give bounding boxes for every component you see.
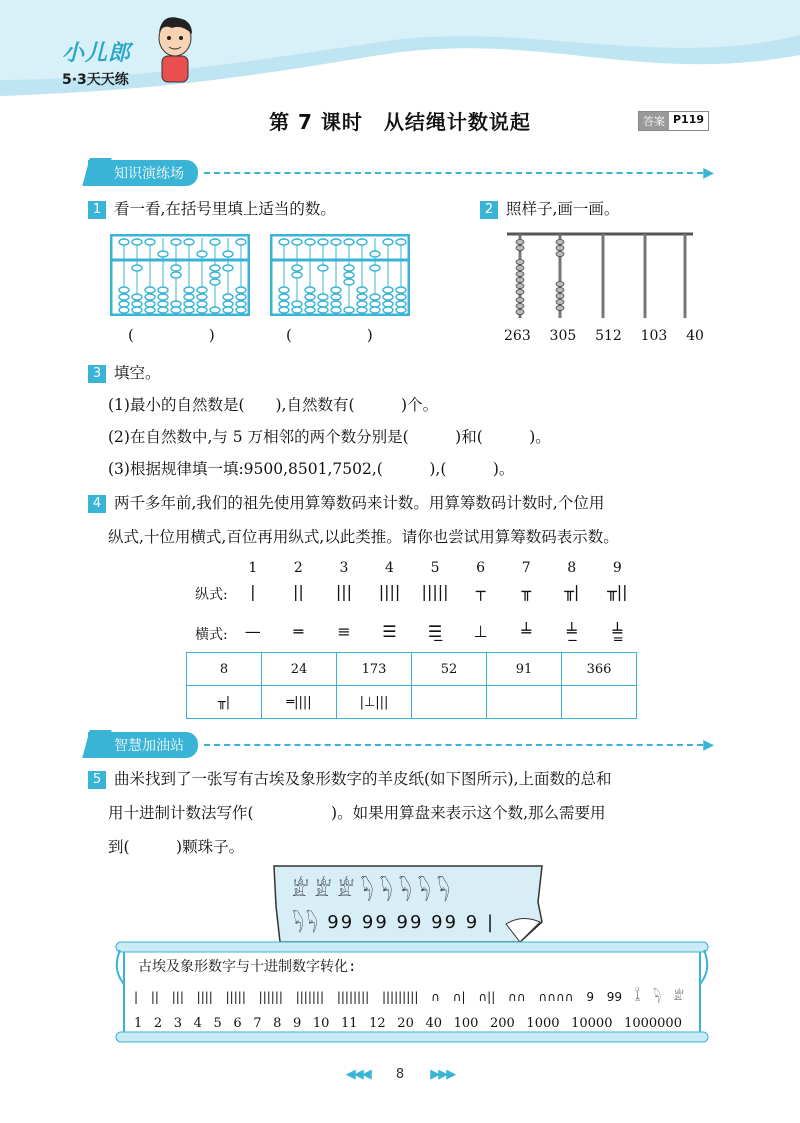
table-cell: |⊥|||: [337, 686, 412, 719]
answer-cell[interactable]: [412, 686, 487, 719]
parchment-row-2: 𓆐𓆐 99 99 99 99 9 |: [292, 912, 496, 933]
digit-header-row: [230, 560, 640, 576]
hieroglyph-symbol: 99: [606, 990, 623, 1004]
section-divider: [204, 744, 703, 746]
section-header-practice: [88, 160, 714, 186]
rod-value: 103: [640, 328, 668, 344]
abacus-left: [110, 234, 250, 316]
hieroglyph-value: 2: [153, 1016, 163, 1031]
answer-blank-left[interactable]: ( ): [128, 326, 215, 344]
answer-blank-right[interactable]: ( ): [286, 326, 373, 344]
rod-symbol: ☰̲: [427, 622, 443, 641]
hieroglyph-symbol: 𓆼: [634, 989, 641, 1003]
hieroglyph-value: 7: [253, 1016, 262, 1031]
table-cell: 8: [187, 653, 262, 686]
parchment-row-1: 𓁨𓁨𓁨𓆐𓆐𓆐𓆐𓆐: [292, 877, 456, 901]
hieroglyph-symbol: ∩||: [478, 990, 496, 1004]
table-cell: 24: [262, 653, 337, 686]
rod-symbol: |: [250, 582, 256, 601]
rod-symbol: ═: [293, 622, 304, 641]
brand-name: 小儿郎: [62, 41, 132, 66]
rod-symbol: ||||: [378, 582, 401, 601]
hieroglyph-symbol: ||||: [196, 990, 213, 1004]
digit: 7: [521, 560, 531, 576]
prev-arrows-icon: ◀◀◀: [345, 1067, 370, 1082]
hieroglyph-symbol: ∩∩: [508, 990, 526, 1004]
hieroglyph-symbol: ||||||||: [336, 990, 370, 1004]
table-row: [187, 653, 637, 686]
question-text-continued: 纵式,十位用横式,百位再用纵式,以此类推。请你也尝试用算筹数码表示数。: [108, 528, 619, 546]
hieroglyph-symbol: |||||: [225, 990, 246, 1004]
rod-value: 40: [686, 328, 704, 344]
rod-value: 263: [504, 328, 531, 344]
hieroglyph-value: 1: [134, 1016, 143, 1031]
table-cell: 91: [487, 653, 562, 686]
hieroglyph-value: 3: [173, 1016, 183, 1031]
question-3: [88, 362, 161, 384]
brand-logo: [62, 36, 131, 89]
hieroglyph-value: 12: [369, 1016, 386, 1031]
question-number: 1: [88, 201, 106, 219]
arrow-icon: ▶: [703, 737, 714, 753]
digit: 6: [476, 560, 486, 576]
hieroglyph-value: 6: [233, 1016, 242, 1031]
arrow-icon: ▶: [703, 165, 714, 181]
question-text: 两千多年前,我们的祖先使用算筹数码来计数。用算筹数码计数时,个位用: [114, 494, 605, 512]
question-text: 看一看,在括号里填上适当的数。: [114, 200, 336, 218]
section-divider: [204, 172, 703, 174]
hieroglyph-value: 9: [293, 1016, 302, 1031]
hieroglyph-symbol: 9: [586, 990, 594, 1004]
hieroglyph-value: 10: [312, 1016, 330, 1031]
rod-symbol: ╧̲: [566, 622, 577, 641]
fill-line-3[interactable]: (3)根据规律填一填:9500,8501,7502,( ),( )。: [108, 460, 515, 478]
counting-rods-figure: [505, 228, 695, 320]
digit: 9: [612, 560, 622, 576]
question-text: 填空。: [114, 364, 161, 382]
rod-symbol: ⊥: [473, 622, 488, 641]
table-cell: ═||||: [262, 686, 337, 719]
rod-symbol: ╥||: [607, 582, 628, 601]
hieroglyph-value: 40: [425, 1016, 442, 1031]
section-header-challenge: [88, 732, 714, 758]
hieroglyph-value: 200: [490, 1016, 515, 1031]
fill-line-1[interactable]: (1)最小的自然数是( ),自然数有( )个。: [108, 396, 439, 414]
hieroglyph-symbol: ∩∩∩∩: [538, 990, 574, 1004]
rod-value: 512: [595, 328, 622, 344]
hieroglyph-value: 1000: [526, 1016, 560, 1031]
horizontal-label: 横式:: [195, 627, 228, 643]
answer-page: P119: [673, 113, 705, 126]
answer-reference: [638, 111, 709, 131]
hieroglyph-symbol: |||||||||: [381, 990, 419, 1004]
question-text-continued[interactable]: 用十进制计数法写作( )。如果用算盘来表示这个数,那么需要用: [108, 804, 606, 822]
answer-tag: 答案: [639, 112, 669, 130]
page-number: 8: [395, 1067, 405, 1082]
table-cell: 52: [412, 653, 487, 686]
digit: 4: [385, 560, 394, 576]
boy-mascot-icon: [152, 14, 198, 84]
digit: 3: [339, 560, 349, 576]
hieroglyph-value-row: [134, 1016, 682, 1031]
page-title: 第 7 课时 从结绳计数说起: [269, 110, 531, 134]
rod-symbol: ||: [292, 582, 304, 601]
horizontal-rods-row: [230, 622, 640, 641]
hieroglyph-value: 5: [213, 1016, 222, 1031]
question-text: 照样子,画一画。: [506, 200, 620, 218]
hieroglyph-value: 1000000: [624, 1016, 682, 1031]
hieroglyph-symbol: ||||||: [258, 990, 283, 1004]
hieroglyph-symbol: ∩: [431, 990, 440, 1004]
hieroglyph-value: 10000: [571, 1016, 613, 1031]
hieroglyph-symbol: |||: [171, 990, 184, 1004]
answer-cell[interactable]: [562, 686, 637, 719]
next-arrows-icon: ▶▶▶: [430, 1067, 455, 1082]
table-row: [187, 686, 637, 719]
question-number: 2: [480, 201, 498, 219]
question-number: 5: [88, 771, 106, 789]
rod-symbol: —: [244, 622, 261, 641]
question-number: 4: [88, 495, 106, 513]
answer-cell[interactable]: [487, 686, 562, 719]
page-footer: [0, 1067, 800, 1082]
hieroglyph-symbol: 𓆐: [653, 989, 661, 1003]
question-number: 3: [88, 365, 106, 383]
hieroglyph-symbol: ||: [150, 990, 159, 1004]
hieroglyph-value: 8: [273, 1016, 282, 1031]
section-label: 知识演练场: [88, 160, 198, 186]
rod-symbol: ╥: [521, 582, 531, 601]
hieroglyph-value: 20: [397, 1016, 414, 1031]
section-label: 智慧加油站: [88, 732, 198, 758]
hieroglyph-symbol-row: [134, 984, 684, 1004]
rod-exercise-table: [186, 652, 637, 719]
hieroglyph-value: 11: [341, 1016, 358, 1031]
hieroglyph-symbol: |||||||: [295, 990, 325, 1004]
hieroglyph-value: 100: [453, 1016, 479, 1031]
digit: 5: [430, 560, 440, 576]
vertical-rods-row: [230, 582, 640, 601]
rod-symbol: |||: [335, 582, 352, 601]
rod-symbol: ╧: [521, 622, 531, 641]
abacus-right: [270, 234, 410, 316]
table-cell: 173: [337, 653, 412, 686]
question-text: 曲米找到了一张写有古埃及象形数字的羊皮纸(如下图所示),上面数的总和: [114, 770, 612, 788]
rod-values: [504, 328, 704, 344]
brand-subtitle: 5·3天天练: [62, 72, 129, 88]
table-cell: 366: [562, 653, 637, 686]
vertical-label: 纵式:: [195, 587, 228, 603]
hieroglyph-symbol: |: [134, 990, 139, 1004]
question-4: [88, 492, 604, 514]
rod-symbol: |||||: [421, 582, 449, 601]
rod-symbol: ┬: [475, 582, 486, 601]
rod-symbol: ☰: [382, 622, 397, 641]
question-2: [480, 198, 619, 220]
rod-symbol: ╥|: [564, 582, 580, 601]
table-cell: ╥|: [187, 686, 262, 719]
rod-symbol: ≡: [337, 622, 351, 641]
question-5: [88, 768, 612, 790]
rod-value: 305: [549, 328, 577, 344]
digit: 2: [293, 560, 303, 576]
rod-symbol: ╧̳: [612, 622, 623, 641]
hieroglyph-symbol: 𓁨: [673, 989, 684, 1003]
fill-line-2[interactable]: (2)在自然数中,与 5 万相邻的两个数分别是( )和( )。: [108, 428, 551, 446]
question-text-continued[interactable]: 到( )颗珠子。: [108, 838, 245, 856]
question-1: [88, 198, 336, 220]
digit: 8: [567, 560, 577, 576]
banner-title: 古埃及象形数字与十进制数字转化:: [138, 959, 357, 975]
hieroglyph-symbol: ∩|: [452, 990, 466, 1004]
hieroglyph-value: 4: [193, 1016, 202, 1031]
digit: 1: [248, 560, 258, 576]
